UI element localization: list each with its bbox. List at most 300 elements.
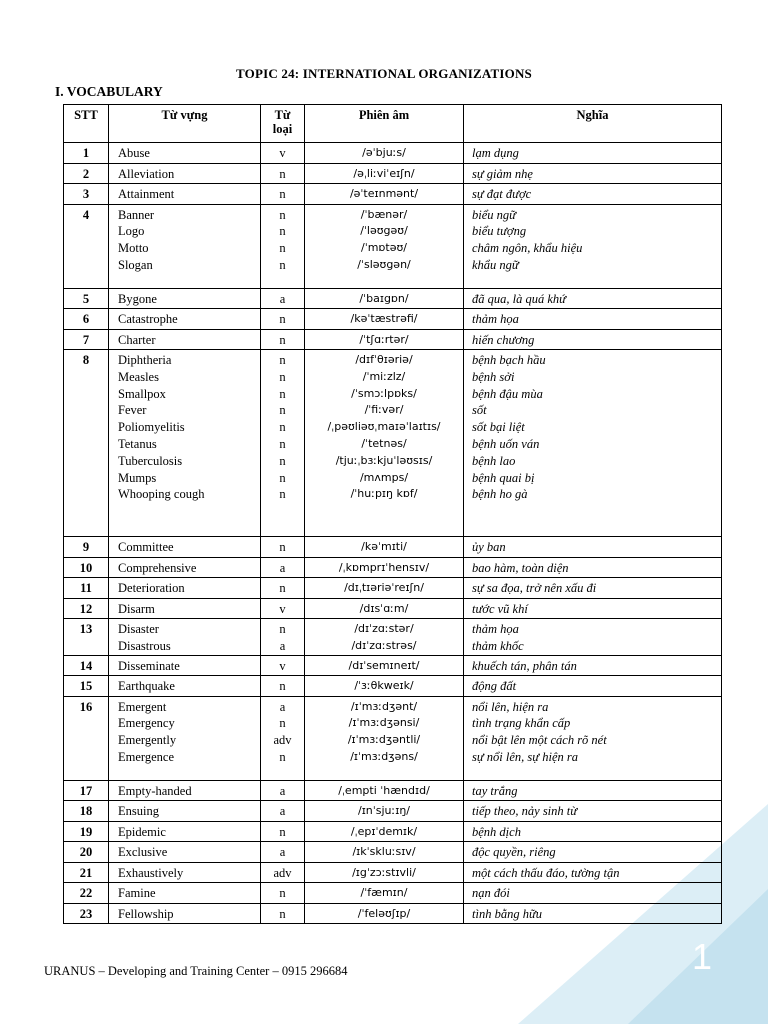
table-row [64,655,722,676]
word-cell [109,883,261,904]
table-row [64,557,722,578]
row-number-label: 9 [82,540,90,554]
pos-cell [261,862,305,883]
table-row [64,619,722,656]
row-number [64,883,109,904]
ipa-text: /əˈteɪnmənt/ [349,187,419,200]
ipa-cell [305,557,464,578]
ipa-text: /ˈɜːθkweɪk/ [354,679,414,693]
pos-text: n [279,436,286,451]
meaning-cell [464,696,722,780]
ipa-cell [305,578,464,599]
pos-text: adv [273,865,292,880]
pos-text: n [279,386,286,401]
meaning-cell [464,862,722,883]
table-row [64,350,722,537]
pos-cell [261,655,305,676]
pos-cell [261,288,305,309]
word-text: Earthquake [118,679,175,694]
ipa-text: /ɪˈmɜːdʒəns/ [350,749,418,763]
word-cell [109,288,261,309]
page-number: 1 [692,936,713,977]
word-text: Slogan [118,257,153,272]
pos-text: v [279,146,286,160]
meaning-cell [464,204,722,288]
meaning-text: khuếch tán, phân tán [472,658,577,673]
word-text: Comprehensive [118,560,197,575]
pos-text: a [279,804,286,819]
pos-text: n [279,241,286,256]
word-text: Disarm [118,601,155,616]
row-number [64,821,109,842]
pos-text: n [279,716,286,731]
row-number [64,578,109,599]
pos-cell [261,204,305,288]
table-row [64,862,722,883]
ipa-cell [305,204,464,288]
meaning-cell [464,780,722,801]
row-number [64,329,109,350]
pos-text: n [279,166,286,181]
meaning-cell [464,903,722,924]
meaning-text: nổi lên, hiện ra [472,699,549,714]
meaning-cell [464,350,722,537]
pos-text: a [279,291,286,306]
meaning-text: bệnh bạch hầu [472,353,546,367]
row-number-label: 5 [82,291,90,306]
table-row [64,578,722,599]
ipa-text: /ˈmiːzlz/ [362,369,406,383]
pos-cell [261,619,305,656]
meaning-cell [464,619,722,656]
row-number-label: 20 [79,845,93,860]
meaning-cell [464,578,722,599]
meaning-cell [464,883,722,904]
row-number [64,598,109,619]
word-cell [109,862,261,883]
ipa-text: /ˈsləʊgən/ [357,257,411,271]
pos-text: n [279,207,286,222]
ipa-cell [305,903,464,924]
ipa-cell [305,143,464,164]
row-number-label: 11 [80,581,92,595]
meaning-cell [464,143,722,164]
meaning-text: sự giảm nhẹ [472,166,533,181]
pos-text: v [279,601,286,616]
ipa-text: /əˈbjuːs/ [362,146,406,159]
pos-cell [261,598,305,619]
ipa-text: /ˈhuːpɪŋ kɒf/ [350,487,418,501]
row-number [64,557,109,578]
row-number [64,801,109,822]
ipa-text: /ˈtʃɑːrtər/ [359,332,409,346]
pos-cell [261,309,305,330]
meaning-cell [464,655,722,676]
ipa-cell [305,163,464,184]
table-row [64,801,722,822]
ipa-text: /dɪˈzɑːstər/ [354,622,414,635]
pos-cell [261,163,305,184]
pos-cell [261,557,305,578]
ipa-text: /ˈbænər/ [360,207,408,221]
meaning-text: hiến chương [472,332,535,347]
row-number-label: 22 [79,886,93,901]
ipa-cell [305,350,464,537]
row-number [64,903,109,924]
row-number-label: 16 [79,699,93,714]
pos-text: n [279,749,286,764]
meaning-text: ủy ban [472,540,506,554]
word-text: Disseminate [118,658,180,673]
meaning-text: nổi bật lên một cách rõ nét [472,733,607,748]
word-text: Bygone [118,291,157,306]
word-text: Fellowship [118,906,174,921]
ipa-cell [305,821,464,842]
word-text: Disastrous [118,638,171,653]
pos-cell [261,537,305,558]
word-cell [109,184,261,205]
word-text: Mumps [118,470,157,485]
pos-cell [261,676,305,697]
row-number [64,143,109,164]
pos-text: n [279,369,286,384]
word-text: Smallpox [118,386,166,401]
pos-text: a [279,845,286,860]
word-text: Exclusive [118,845,168,860]
word-text: Catastrophe [118,312,178,326]
table-row [64,184,722,205]
meaning-cell [464,676,722,697]
row-number-label: 18 [79,804,93,819]
ipa-text: /kəˈmɪti/ [361,540,407,553]
meaning-text: bệnh ho gà [472,487,528,502]
word-text: Committee [118,540,174,554]
word-cell [109,696,261,780]
pos-text: n [279,886,286,901]
header-word: Từ vựng [109,105,261,143]
pos-cell [261,780,305,801]
section-heading: I. VOCABULARY [55,84,163,99]
ipa-text: /ˌepɪˈdemɪk/ [350,824,418,838]
word-text: Emergence [118,749,174,764]
word-cell [109,204,261,288]
pos-text: n [279,622,286,636]
pos-text: n [279,453,286,468]
meaning-text: châm ngôn, khẩu hiệu [472,241,583,256]
ipa-text: /ˈfiːvər/ [364,403,404,417]
meaning-text: khẩu ngữ [472,257,519,272]
meaning-text: sốt [472,403,487,418]
word-text: Attainment [118,187,175,201]
row-number-label: 8 [82,353,90,367]
meaning-cell [464,821,722,842]
meaning-cell [464,329,722,350]
word-text: Measles [118,369,159,384]
word-cell [109,557,261,578]
word-cell [109,309,261,330]
meaning-text: thảm khốc [472,638,524,653]
pos-text: n [279,403,286,418]
meaning-text: tước vũ khí [472,601,528,616]
pos-cell [261,842,305,863]
row-number [64,696,109,780]
meaning-cell [464,801,722,822]
table-row [64,143,722,164]
pos-text: v [279,658,286,673]
row-number [64,204,109,288]
word-cell [109,350,261,537]
ipa-cell [305,696,464,780]
meaning-text: bệnh đậu mùa [472,386,543,401]
row-number [64,163,109,184]
ipa-text: /tjuːˌbɜːkjuˈləʊsɪs/ [335,453,433,467]
word-cell [109,903,261,924]
ipa-cell [305,655,464,676]
pos-text: a [279,638,286,653]
meaning-text: nạn đói [472,886,510,901]
pos-text: n [279,824,286,839]
word-text: Tuberculosis [118,453,183,468]
meaning-text: bao hàm, toàn diện [472,560,569,575]
word-text: Epidemic [118,824,166,839]
word-cell [109,655,261,676]
table-row [64,903,722,924]
meaning-text: tiếp theo, nảy sinh từ [472,804,578,819]
row-number-label: 3 [82,187,90,201]
pos-text: n [279,257,286,272]
row-number [64,862,109,883]
row-number-label: 10 [79,560,93,575]
word-text: Empty-handed [118,783,192,798]
word-text: Famine [118,886,156,901]
ipa-text: /ˈmɒtəʊ/ [360,241,407,255]
vocabulary-table [63,104,722,924]
word-text: Logo [118,224,145,239]
table-header-row [64,105,722,143]
ipa-cell [305,801,464,822]
word-cell [109,801,261,822]
word-text: Poliomyelitis [118,420,185,435]
pos-text: adv [273,733,292,748]
meaning-text: thảm họa [472,312,519,326]
ipa-cell [305,184,464,205]
word-text: Motto [118,241,149,256]
ipa-text: /ˈbaɪgɒn/ [359,291,409,305]
meaning-text: đã qua, là quá khứ [472,291,566,306]
pos-text: n [279,470,286,485]
pos-cell [261,350,305,537]
row-number-label: 4 [82,207,90,222]
meaning-text: bệnh lao [472,453,516,468]
row-number [64,842,109,863]
table-row [64,204,722,288]
table-row [64,696,722,780]
meaning-text: lạm dụng [472,146,519,160]
word-text: Exhaustively [118,865,184,880]
table-row [64,329,722,350]
header-meaning: Nghĩa [464,105,722,143]
table-row [64,598,722,619]
meaning-text: tình trạng khẩn cấp [472,716,571,731]
footer-text: URANUS – Developing and Training Center – 0915 296684 [44,964,348,978]
ipa-text: /dɪˌtɪəriəˈreɪʃn/ [344,581,424,594]
pos-text: n [279,312,286,326]
ipa-text: /ˈfæmɪn/ [360,886,408,900]
meaning-text: tay trắng [472,783,518,798]
table-row [64,676,722,697]
ipa-cell [305,883,464,904]
meaning-cell [464,557,722,578]
word-text: Diphtheria [118,353,172,367]
pos-text: a [279,560,286,575]
table-row [64,821,722,842]
ipa-text: /ˈsmɔːlpɒks/ [351,386,417,400]
row-number-label: 19 [79,824,93,839]
row-number [64,655,109,676]
row-number-label: 12 [79,601,93,616]
row-number-label: 21 [79,865,93,880]
pos-cell [261,696,305,780]
meaning-cell [464,598,722,619]
row-number [64,676,109,697]
ipa-text: /əˌliːviˈeɪʃn/ [353,166,415,180]
pos-text: n [279,906,286,921]
pos-text: n [279,187,286,201]
pos-text: n [279,353,286,367]
pos-cell [261,143,305,164]
pos-text: n [279,420,286,435]
row-number [64,309,109,330]
meaning-cell [464,184,722,205]
pos-cell [261,821,305,842]
row-number-label: 15 [79,679,93,694]
word-text: Tetanus [118,436,157,451]
ipa-text: /ɪˈmɜːdʒənsi/ [348,716,420,730]
header-pos: Từ loại [261,105,305,143]
word-cell [109,821,261,842]
table-row [64,309,722,330]
ipa-text: /dɪˈzɑːstrəs/ [351,638,417,652]
row-number-label: 14 [79,658,93,673]
ipa-text: /ɪgˈzɔːstɪvli/ [352,865,416,879]
pos-cell [261,903,305,924]
meaning-text: bệnh sởi [472,369,515,384]
ipa-cell [305,598,464,619]
table-row [64,883,722,904]
ipa-text: /ɪnˈsjuːɪŋ/ [357,804,411,818]
ipa-cell [305,288,464,309]
ipa-text: /ˌempti ˈhændɪd/ [338,783,430,797]
word-cell [109,537,261,558]
meaning-text: sốt bại liệt [472,420,525,435]
word-cell [109,598,261,619]
table-row [64,537,722,558]
word-cell [109,143,261,164]
meaning-text: sự sa đọa, trở nên xấu đi [472,581,597,595]
ipa-cell [305,309,464,330]
meaning-text: biểu ngữ [472,207,516,222]
row-number-label: 7 [82,332,90,347]
ipa-text: /ˈtetnəs/ [361,436,407,450]
ipa-text: /dɪsˈɑːm/ [359,601,409,615]
ipa-cell [305,619,464,656]
pos-cell [261,801,305,822]
ipa-text: /mʌmps/ [359,470,409,484]
pos-text: n [279,224,286,239]
pos-text: n [279,332,286,347]
meaning-cell [464,288,722,309]
meaning-text: sự đạt được [472,187,532,201]
word-text: Banner [118,207,155,222]
meaning-text: bệnh quai bị [472,470,535,485]
page-title: TOPIC 24: INTERNATIONAL ORGANIZATIONS [236,66,532,81]
word-text: Emergent [118,699,167,714]
word-text: Charter [118,332,156,347]
pos-text: n [279,679,286,694]
row-number-label: 6 [82,312,90,326]
table-row [64,842,722,863]
pos-cell [261,329,305,350]
word-cell [109,578,261,599]
row-number [64,184,109,205]
table-row [64,780,722,801]
row-number [64,780,109,801]
word-text: Fever [118,403,147,418]
word-text: Emergently [118,733,177,748]
meaning-text: bệnh dịch [472,824,521,839]
meaning-cell [464,842,722,863]
meaning-text: động đất [472,679,517,694]
meaning-text: bệnh uốn ván [472,436,540,451]
ipa-text: /ˌpəʊliəʊˌmaɪəˈlaɪtɪs/ [327,420,441,434]
ipa-cell [305,329,464,350]
word-cell [109,780,261,801]
row-number-label: 2 [82,166,90,181]
word-text: Emergency [118,716,175,731]
word-cell [109,329,261,350]
ipa-cell [305,537,464,558]
ipa-cell [305,842,464,863]
meaning-cell [464,537,722,558]
pos-text: a [279,783,286,798]
ipa-cell [305,676,464,697]
header-stt: STT [64,105,109,143]
meaning-cell [464,309,722,330]
pos-text: n [279,581,286,595]
ipa-text: /kəˈtæstrəfi/ [350,312,418,325]
word-cell [109,619,261,656]
row-number [64,537,109,558]
meaning-cell [464,163,722,184]
ipa-text: /dɪfˈθɪəriə/ [355,353,413,366]
word-text: Deterioration [118,581,185,595]
word-text: Abuse [118,146,150,160]
ipa-text: /ˈləʊgəʊ/ [360,224,408,238]
table-row [64,163,722,184]
word-text: Whooping cough [118,487,205,502]
row-number [64,350,109,537]
ipa-cell [305,780,464,801]
row-number-label: 23 [79,906,93,921]
meaning-text: tình bằng hữu [472,906,543,921]
word-text: Ensuing [118,804,159,819]
pos-text: a [279,699,286,714]
ipa-text: /ɪˈmɜːdʒənt/ [350,699,418,713]
word-cell [109,842,261,863]
pos-cell [261,578,305,599]
ipa-cell [305,862,464,883]
word-text: Alleviation [118,166,175,181]
